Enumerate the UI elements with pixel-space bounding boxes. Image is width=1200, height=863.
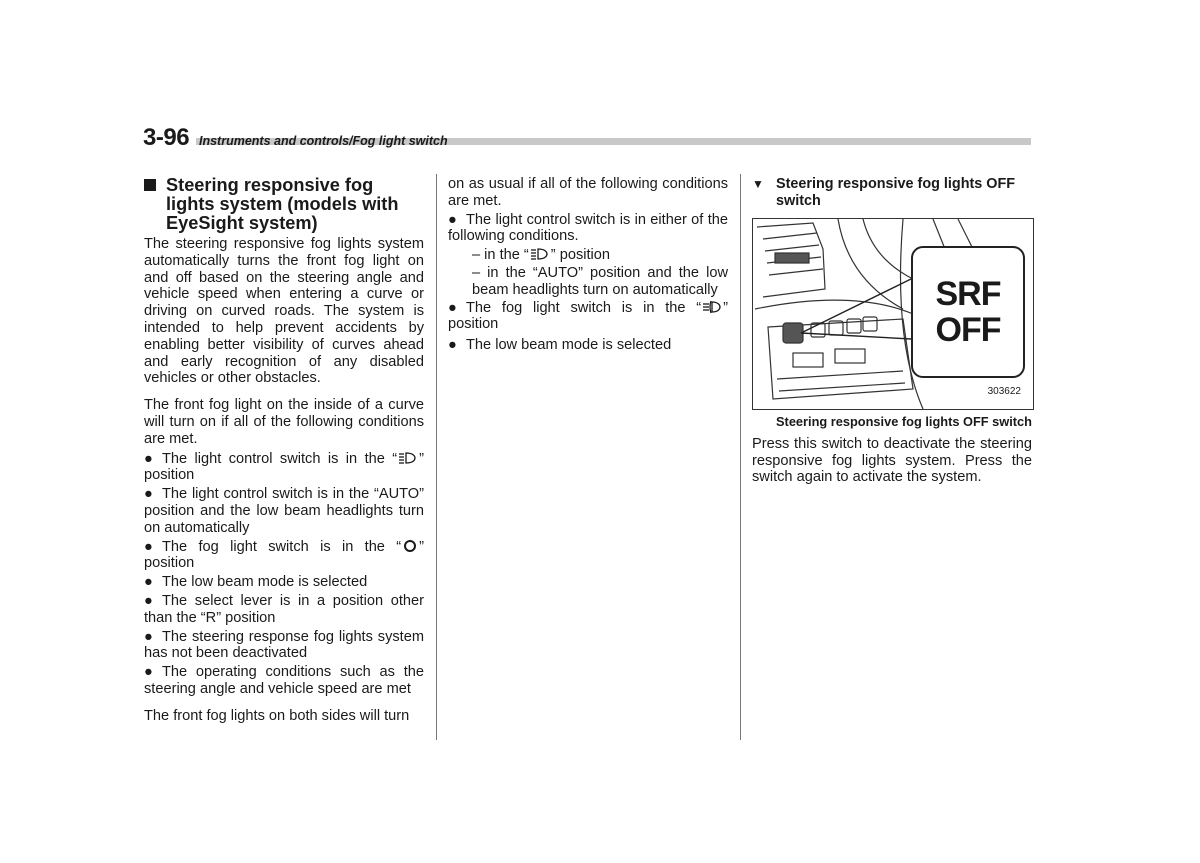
fog-light-icon [701,300,723,314]
triangle-marker-icon: ▼ [752,177,764,191]
list-item: ● The fog light switch is in the “ ” position [144,538,424,572]
small-light-icon [401,539,419,553]
figure-code: 303622 [987,386,1021,398]
headlight-icon [529,247,551,261]
list-item: ● The light control switch is in either of the following conditions. [448,211,728,245]
section-heading: Steering responsive fog lights system (models with EyeSight system) [144,176,424,233]
column-divider [436,174,437,740]
switch-description: Press this switch to deactivate the steering responsive fog lights system. Press the switch again to activate the system. [752,435,1032,486]
sub-list-item: – in the “AUTO” position and the low beam headlights turn on automatically [472,264,728,298]
headlight-icon [397,451,419,465]
list-item: ● The select lever is in a position other than the “R” position [144,592,424,626]
column-divider [740,174,741,740]
list-item: ● The low beam mode is selected [448,337,672,354]
conditions-paragraph: The front fog light on the inside of a curve will turn on if all of the following conditions are met. [144,397,424,447]
list-item: ● The fog light switch is in the “ ” position [448,299,728,333]
subsection-heading: ▼ Steering responsive fog lights OFF switch [752,176,1016,209]
list-item: ● The operating conditions such as the steering angle and vehicle speed are met [144,664,424,697]
srf-off-switch-figure [752,218,1034,410]
square-bullet-icon [144,179,156,191]
intro-paragraph: The steering responsive fog lights system automatically turns the front fog light on and off based on the steering angle and vehicle speed when entering a curve or driving on curved roads. The system is intended to help prevent accidents by enabling better visibility of curves ahead and early recognition of any disabled vehicles or other obstacles. [144,236,424,387]
both-sides-paragraph: The front fog lights on both sides will turn [144,707,410,724]
list-item: ● The low beam mode is selected [144,574,368,591]
column-3 [752,176,1032,496]
header-title: Instruments and controls/Fog light switch [199,134,448,148]
column-1 [144,176,424,735]
list-item: ● The steering response fog lights system has not been deactivated [144,628,424,662]
list-item: ● The light control switch is in the “ ” position [144,450,424,484]
column-2 [448,176,728,356]
sub-list-item: – in the “ ” position [472,247,611,264]
srf-off-label-callout: SRF OFF [911,246,1025,378]
list-item: ● The light control switch is in the “AUTO” position and the low beam headlights turn on automatically [144,486,424,536]
figure-caption: Steering responsive fog lights OFF switch [776,414,1032,429]
continued-paragraph: on as usual if all of the following conditions are met. [448,176,728,209]
page-number: 3-96 [143,124,190,151]
